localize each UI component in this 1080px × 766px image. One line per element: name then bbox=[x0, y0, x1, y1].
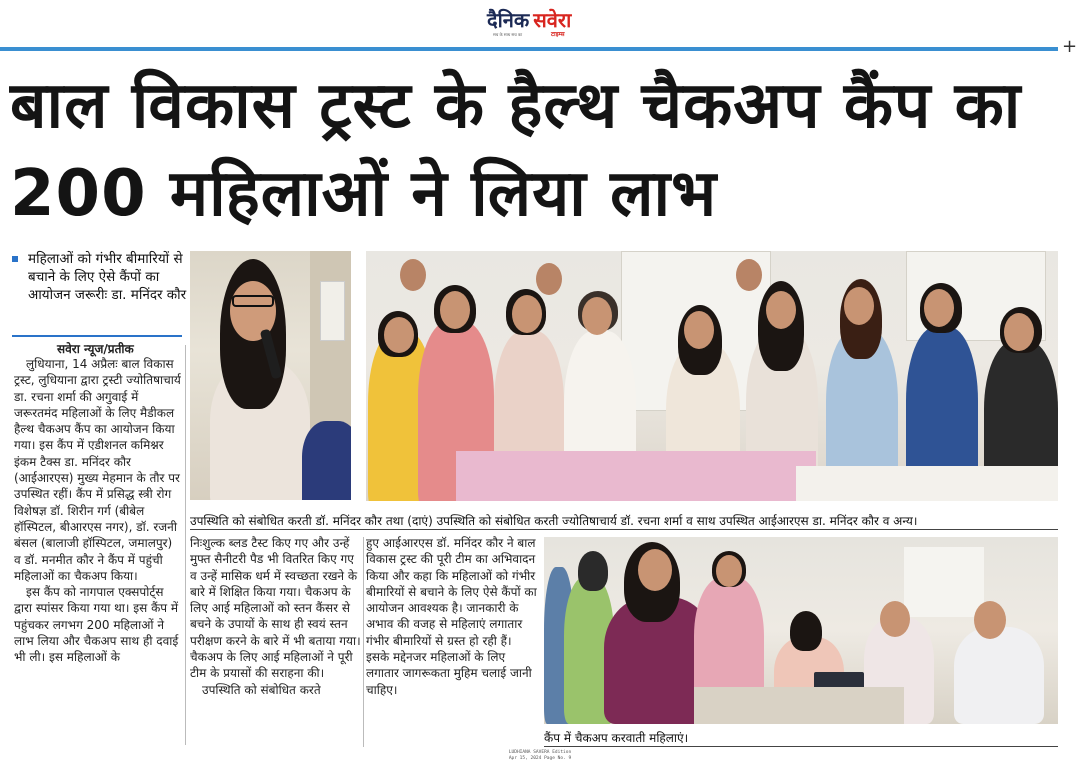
logo-text-dainik: दैनिक bbox=[487, 8, 530, 32]
paragraph: लुधियाना, 14 अप्रैलः बाल विकास ट्रस्ट, लुधियाना द्वारा ट्रस्टी ज्योतिषाचार्य डा. रचना शर्मा की अगुवाई में जरूरतमंद महिलाओं के लिए मैडीकल हैल्थ चैकअप कैंप का आयोजन किया गया। इस कैंप में एडीशनल कमिश्नर इंकम टैक्स डा. मनिंदर कौर (आईआरएस) मुख्य मेहमान के तौर पर उपस्थित रहीं। कैंप में प्रसिद्ध स्त्री रोग विशेषज्ञ डॉ. शिरीन गर्ग (बीबेल हॉस्पिटल, बीआरएस नगर), डॉ. रजनी बंसल (बालाजी हॉस्पिटल, जमालपुर) व डॉ. मनमीत कौर ने कैंप में पहुंची महिलाओं का चैकअप किया। bbox=[14, 357, 181, 583]
caption-rule bbox=[544, 746, 1058, 747]
paragraph: हुए आईआरएस डॉ. मनिंदर कौर ने बाल विकास ट्रस्ट की पूरी टीम का अभिवादन किया और कहा कि महिलाओं को गंभीर बीमारियों से बचाने के लिए ऐसे कैंपों का आयोजन आवश्यक है। जानकारी के अभाव की वजह से महिलाएं लगातार गंभीर बीमारियों से ग्रस्त हो रही हैं। इसके मद्देनजर महिलाओं के लिए लगातार जागरूकता मुहिम चलाई जानी चाहिए। bbox=[366, 536, 537, 697]
article-column-3 bbox=[366, 535, 538, 698]
photo-checkup bbox=[544, 537, 1058, 724]
logo-text-savera: सवेरा bbox=[533, 6, 571, 33]
subhead-rule bbox=[12, 335, 182, 337]
article-column-1 bbox=[14, 356, 182, 666]
bullet-icon bbox=[12, 256, 18, 262]
edition-date: Apr 15, 2024 Page No. 9 bbox=[508, 756, 572, 761]
newspaper-logo bbox=[487, 6, 572, 38]
paragraph: उपस्थिति को संबोधित करते bbox=[202, 682, 321, 697]
photo-speaker bbox=[190, 251, 351, 500]
article-column-2 bbox=[190, 535, 362, 698]
paragraph: निःशुल्क ब्लड टैस्ट किए गए और उन्हें मुफ्त सैनीटरी पैड भी वितरित किए गए व उन्हें मासिक धर्म में स्वच्छता रखने के बारे में शिक्षित किया गया। चैकअप के लिए आई महिलाओं को स्तन कैंसर से बचने के उपायों के साथ ही स्वयं स्तन परीक्षण करने के बारे में भी बताया गया। चैकअप के लिए आई महिलाओं ने पूरी टीम के प्रयासों की सराहना की। bbox=[190, 536, 361, 681]
caption-rule bbox=[190, 529, 1058, 530]
photo-caption-top: उपस्थिति को संबोधित करती डॉ. मनिंदर कौर तथा (दाएं) उपस्थिति को संबोधित करती ज्योतिषाचार्य डॉ. रचना शर्मा व साथ उपस्थित आईआरएस डा. मनिंदर कौर व अन्य। bbox=[190, 514, 918, 528]
subhead: महिलाओं को गंभीर बीमारियों से बचाने के लिए ऐसे कैंपों का आयोजन जरूरीः डा. मनिंदर कौर bbox=[28, 251, 187, 303]
photo-group bbox=[366, 251, 1058, 501]
plus-icon[interactable]: + bbox=[1062, 36, 1078, 57]
logo-text-times: टाइम्स bbox=[551, 31, 565, 38]
column-divider bbox=[363, 537, 364, 747]
logo-tagline: सच के साथ सच का bbox=[493, 32, 523, 37]
top-rule bbox=[0, 47, 1058, 51]
edition-footer bbox=[0, 750, 1080, 766]
masthead bbox=[0, 0, 1080, 48]
photo-caption-bottom: कैंप में चैकअप करवाती महिलाएं। bbox=[544, 731, 689, 745]
headline: बाल विकास ट्रस्ट के हैल्थ चैकअप कैंप का 200 महिलाओं ने लिया लाभ bbox=[10, 69, 1022, 231]
column-divider bbox=[185, 345, 186, 745]
edition-name: LUDHIANA SAVERA Edition bbox=[508, 750, 572, 755]
paragraph: इस कैंप को नागपाल एक्सपोर्ट्स द्वारा स्पांसर किया गया था। इस कैंप में पहुंचकर लगभग 200 महिलाओं ने लाभ लिया और चैकअप साथ ही दवाई भी ली। इस महिलाओं के bbox=[14, 585, 179, 665]
byline: सवेरा न्यूज/प्रतीक bbox=[57, 342, 134, 356]
